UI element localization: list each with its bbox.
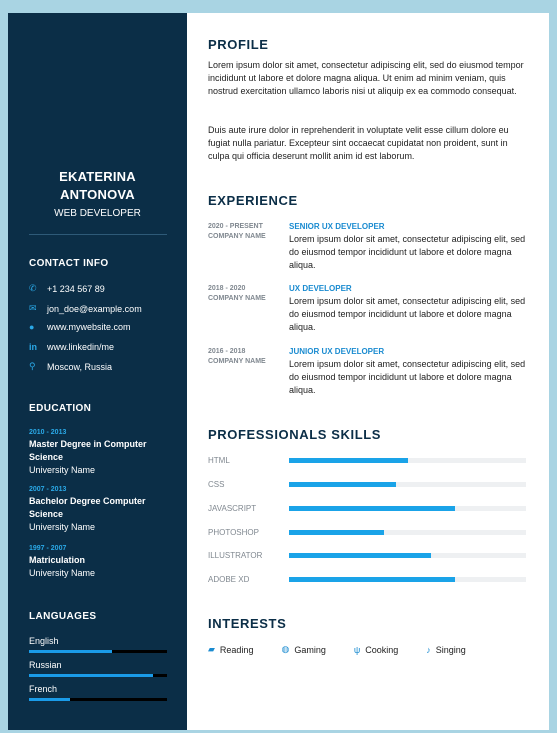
divider: [29, 234, 167, 235]
phone-icon: ✆: [29, 283, 37, 293]
skill-bar: [289, 506, 526, 511]
skill-bar: [289, 553, 526, 558]
languages-heading: LANGUAGES: [29, 611, 97, 622]
skill-bar: [289, 482, 526, 487]
main-content: [187, 13, 549, 730]
skill-bar-fill: [289, 482, 396, 487]
skill-name: ADOBE XD: [208, 575, 250, 584]
contact-text[interactable]: jon_doe@example.com: [47, 303, 142, 314]
contact-email: [29, 303, 142, 314]
education-school: University Name: [29, 568, 96, 578]
skill-item: [208, 480, 526, 489]
language-bar: [29, 650, 167, 653]
language-bar-fill: [29, 674, 153, 677]
utensils-icon: ψ: [353, 644, 361, 655]
education-item: [29, 428, 169, 477]
education-years: 1997 - 2007: [29, 545, 67, 552]
contact-text[interactable]: www.mywebsite.com: [47, 322, 131, 332]
skill-item: [208, 504, 526, 513]
interest-label: Singing: [435, 644, 466, 655]
skill-name: CSS: [208, 480, 225, 489]
company-name: COMPANY NAME: [208, 233, 266, 240]
company-name: COMPANY NAME: [208, 295, 266, 302]
skill-item: [208, 528, 526, 537]
education-years: 2007 - 2013: [29, 486, 67, 493]
profile-heading: PROFILE: [208, 37, 269, 52]
skill-name: JAVASCRIPT: [208, 504, 257, 513]
language-name: English: [29, 636, 59, 646]
contact-text: Moscow, Russia: [47, 361, 113, 372]
skill-bar-fill: [289, 530, 384, 535]
profile-paragraph: Lorem ipsum dolor sit amet, consectetur adipiscing elit, sed do eiusmod tempor incididunt ut labore et dolore magna aliqua. Ut enim ad minim veniam, quis nostrud exercitation ullamco laboris nisi ut aliquip ex ea commodo consequat.: [208, 60, 524, 96]
education-degree: Bachelor Degree Computer Science: [29, 496, 146, 519]
interest-label: Reading: [219, 644, 254, 655]
experience-item: [208, 222, 526, 272]
language-bar: [29, 698, 167, 701]
interest-gaming: [281, 644, 325, 655]
contact-linkedin: [29, 342, 114, 352]
person-name: [8, 168, 187, 204]
experience-title: UX DEVELOPER: [289, 284, 352, 293]
interests-list: [208, 644, 494, 655]
location-pin-icon: ⚲: [29, 361, 36, 371]
skill-bar: [289, 458, 526, 463]
interest-reading: [208, 644, 253, 655]
language-bar-fill: [29, 650, 112, 653]
experience-item: [208, 284, 526, 334]
skill-bar: [289, 530, 526, 535]
interest-label: Cooking: [365, 644, 399, 655]
language-item: [29, 684, 167, 701]
interests-heading: INTERESTS: [208, 616, 287, 631]
last-name: ANTONOVA: [60, 187, 135, 202]
interest-singing: [426, 644, 466, 655]
skill-item: [208, 551, 526, 560]
skill-name: ILLUSTRATOR: [208, 551, 263, 560]
contact-location: [29, 361, 112, 372]
sidebar: [8, 13, 187, 730]
language-item: [29, 636, 167, 653]
gamepad-icon: ◍: [281, 644, 290, 654]
skill-bar-fill: [289, 577, 455, 582]
education-degree: Master Degree in Computer Science: [29, 439, 147, 462]
skill-bar-fill: [289, 553, 431, 558]
language-name: Russian: [29, 660, 62, 670]
book-icon: ▰: [208, 644, 215, 654]
first-name: EKATERINA: [59, 169, 136, 184]
skills-heading: PROFESSIONALS SKILLS: [208, 427, 382, 442]
experience-description: Lorem ipsum dolor sit amet, consectetur adipiscing elit, sed do eiusmod tempor incididunt ut labore et dolore magna aliqua.: [289, 359, 526, 395]
skill-name: HTML: [208, 456, 230, 465]
skill-item: [208, 575, 526, 584]
education-item: [29, 485, 169, 534]
skill-item: [208, 456, 526, 465]
experience-description: Lorem ipsum dolor sit amet, consectetur adipiscing elit, sed do eiusmod tempor incididunt ut labore et dolore magna aliqua.: [289, 296, 526, 332]
experience-heading: EXPERIENCE: [208, 193, 298, 208]
contact-heading: CONTACT INFO: [29, 258, 109, 269]
experience-years: 2016 - 2018: [208, 348, 246, 355]
education-degree: Matriculation: [29, 555, 86, 565]
language-name: French: [29, 684, 58, 694]
language-item: [29, 660, 167, 677]
experience-title: SENIOR UX DEVELOPER: [289, 222, 385, 231]
education-school: University Name: [29, 522, 96, 532]
experience-item: [208, 347, 526, 397]
experience-description: Lorem ipsum dolor sit amet, consectetur adipiscing elit, sed do eiusmod tempor incididunt ut labore et dolore magna aliqua.: [289, 234, 526, 270]
interest-cooking: [354, 644, 398, 655]
linkedin-icon: in: [29, 342, 37, 352]
education-school: University Name: [29, 465, 96, 475]
skill-bar-fill: [289, 506, 455, 511]
contact-text: +1 234 567 89: [47, 283, 105, 294]
globe-icon: ●: [29, 322, 35, 332]
education-years: 2010 - 2013: [29, 429, 67, 436]
microphone-icon: ♪: [426, 644, 431, 655]
company-name: COMPANY NAME: [208, 358, 266, 365]
contact-phone: [29, 283, 105, 294]
education-heading: EDUCATION: [29, 403, 92, 414]
experience-years: 2018 - 2020: [208, 285, 246, 292]
skill-name: PHOTOSHOP: [208, 528, 259, 537]
resume-page: [8, 13, 549, 730]
contact-website: [29, 322, 131, 332]
experience-years: 2020 - PRESENT: [208, 223, 263, 230]
experience-title: JUNIOR UX DEVELOPER: [289, 347, 385, 356]
skill-bar-fill: [289, 458, 408, 463]
interest-label: Gaming: [294, 644, 326, 655]
profile-paragraph: Duis aute irure dolor in reprehenderit in voluptate velit esse cillum dolore eu fugiat nulla pariatur. Excepteur sint occaecat cupidatat non proident, sunt in culpa qui officia deserunt mollit anim id est laborum.: [208, 125, 509, 161]
language-bar: [29, 674, 167, 677]
job-title: WEB DEVELOPER: [54, 208, 141, 219]
contact-text[interactable]: www.linkedin/me: [47, 342, 115, 352]
language-bar-fill: [29, 698, 70, 701]
mail-icon: ✉: [29, 303, 37, 313]
education-item: [29, 544, 169, 580]
skill-bar: [289, 577, 526, 582]
